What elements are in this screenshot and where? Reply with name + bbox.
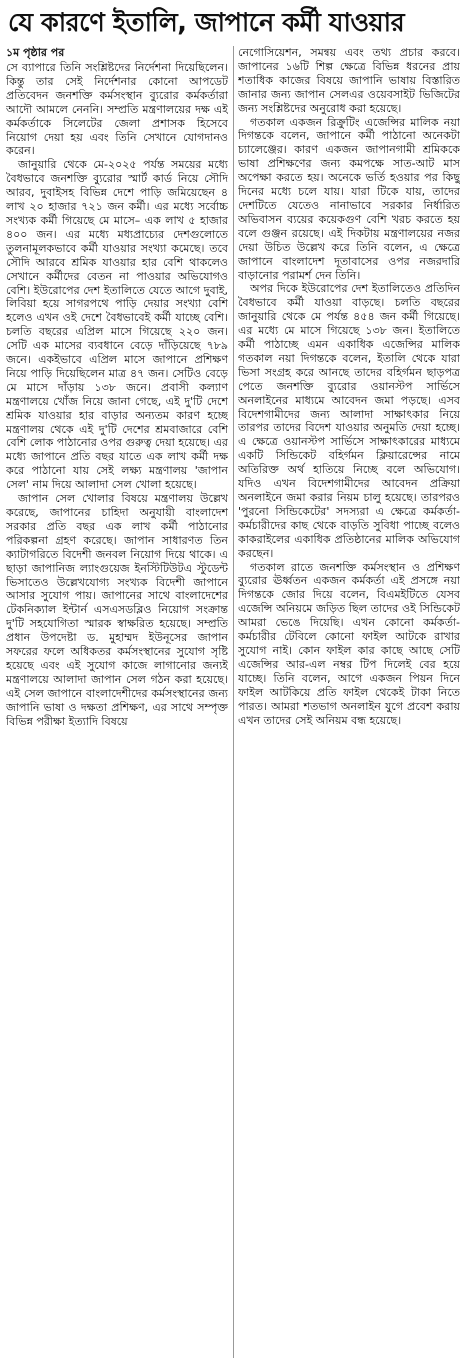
right-column (238, 46, 460, 1358)
paragraph: জানুয়ারি থেকে মে-২০২৫ পর্যন্ত সময়ের মধ্যে বৈধভাবে জনশক্তি ব্যুরোর স্মার্ট কার্ড নিয়ে সৌদি আরব, দুবাইসহ বিভিন্ন দেশে পাড়ি জমিয়েছেন ৪ লাখ ২০ হাজার ৭২১ জন কর্মী। এর মধ্যে সর্বোচ্চ সংখ্যক কর্মী গিয়েছে মে মাসে– এক লাখ ৫ হাজার ৪০০ জন। এর মধ্যে মধ্যপ্রাচ্যের দেশগুলোতে তুলনামূলকভাবে কর্মী যাওয়ার সংখ্যা কমেছে। তবে সৌদি আরবে শ্রমিক যাওয়ার হার বেশি থাকলেও সেখানে কর্মীদের বেতন না পাওয়ার অভিযোগও বেশি। ইউরোপের দেশ ইতালিতে যেতে আগে দুবাই, লিবিয়া হয়ে সাগরপথে পাড়ি দেয়ার সংখ্যা বেশি হলেও এখন ওই দেশে বৈধভাবেই কর্মী যাচ্ছে বেশি। চলতি বছরের এপ্রিল মাসে গিয়েছে ২২০ জন। সেটি এক মাসের ব্যবধানে বেড়ে দাঁড়িয়েছে ৭৮৯ জনে। একইভাবে এপ্রিল মাসে জাপানে প্রশিক্ষণ নিয়ে পাড়ি দিয়েছিলেন মাত্র ৪৭ জন। সেটিও বেড়ে মে মাসে দাঁড়ায় ১৩৮ জনে। প্রবাসী কল্যাণ মন্ত্রণালয়ে খোঁজ নিয়ে জানা গেছে, এই দু'টি দেশে শ্রমিক যাওয়ার হার বাড়ার অন্যতম কারণ হচ্ছে মন্ত্রণালয় থেকে এই দু'টি দেশের শ্রমবাজারে বেশি বেশি লোক পাঠানোর ওপর গুরুত্ব দেয়া হয়েছে। এর মধ্যে জাপানে প্রতি বছর যাতে এক লাখ কর্মী দক্ষ করে পাঠানো যায় সেই লক্ষ্য মন্ত্রণালয় 'জাপান সেল' নাম দিয়ে আলাদা সেল খোলা হয়েছে। (6, 158, 228, 492)
headline: যে কারণে ইতালি, জাপানে কর্মী যাওয়ার (8, 8, 405, 38)
paragraph: জাপান সেল খোলার বিষয়ে মন্ত্রণালয় উল্লেখ করেছে, জাপানের চাহিদা অনুযায়ী বাংলাদেশ সরকার প্রতি বছর এক লাখ কর্মী পাঠানোর পরিকল্পনা গ্রহণ করেছে। জাপান সাধারণত তিন ক্যাটাগরিতে বিদেশী জনবল নিয়োগ দিয়ে থাকে। এ ছাড়া জাপানিজ ল্যাংগুয়েজ ইনস্টিটিউটএ স্টুডেন্ট ভিসাতেও উল্লেখযোগ্য সংখ্যক বিদেশী জাপানে আসার সুযোগ পায়। জাপানের সাথে বাংলাদেশের টেকনিক্যাল ইন্টার্ন এসএসডব্লিও নিয়োগ সংক্রান্ত দু'টি সহযোগিতা স্মারক স্বাক্ষরিত হয়েছে। সম্প্রতি প্রধান উপদেষ্টা ড. মুহাম্মদ ইউনূসের জাপান সফরের ফলে অধিকতর কর্মসংস্থানের সুযোগ সৃষ্টি হয়েছে এবং এই সুযোগ কাজে লাগানোর জন্যই মন্ত্রণালয়ে আলাদা জাপান সেল গঠন করা হয়েছে। এই সেল জাপানে বাংলাদেশীদের কর্মসংস্থানের জন্য জাপানি ভাষা ও দক্ষতা প্রশিক্ষণ, এর সাথে সম্পৃক্ত বিভিন্ন পরীক্ষা ইত্যাদি বিষয়ে (6, 492, 228, 728)
paragraph: গতকাল রাতে জনশক্তি কর্মসংস্থান ও প্রশিক্ষণ ব্যুরোর ঊর্ধ্বতন একজন কর্মকর্তা এই প্রসঙ্গে নয়া দিগন্তকে জোর দিয়ে বলেন, বিএমইটিতে যেসব এজেন্সি অনিয়মে জড়িত ছিল তাদের ওই সিন্ডিকেট আমরা ভেঙে দিয়েছি। এখন কোনো কর্মকর্তা-কর্মচারীর টেবিলে কোনো ফাইল আটকে রাখার সুযোগ নাই। কোন ফাইল কার কাছে আছে সেটি এজেন্সির আর-এল নম্বর টিপ দিলেই বের হয়ে যাচ্ছে। তিনি বলেন, আগে একজন পিয়ন দিনে ফাইল আটকিয়ে প্রতি ফাইল থেকেই টাকা নিতে পারত। আমরা শতভাগ অনলাইন যুগে প্রবেশ করায় এখন তাদের সেই অনিয়ম বন্ধ হয়েছে। (238, 560, 460, 727)
paragraph: গতকাল একজন রিক্রুটিং এজেন্সির মালিক নয়া দিগন্তকে বলেন, জাপানে কর্মী পাঠানো অনেকটা চ্যালেঞ্জের। কারণ একজন জাপানগামী শ্রমিককে ভাষা প্রশিক্ষণের জন্য কমপক্ষে সাত-আট মাস অপেক্ষা করতে হয়। অনেকে ভর্তি হওয়ার পর কিছু দিনের মধ্যে চলে যায়। যারা টিকে যায়, তাদের দেশটিতে যেতেও নানাভাবে সরকার নির্ধারিত অভিবাসন ব্যয়ের কয়েকগুণ বেশি খরচ করতে হয় বলে গুঞ্জন রয়েছে। এই দিকটায় মন্ত্রণালয়ের নজর দেয়া উচিত উল্লেখ করে তিনি বলেন, এ ক্ষেত্রে জাপানে বাংলাদেশ দূতাবাসের ওপর নজরদারি বাড়ানোর পরামর্শ দেন তিনি। (238, 115, 460, 282)
paragraph: নেগোসিয়েশন, সমন্বয় এবং তথ্য প্রচার করবে। জাপানের ১৬টি শিল্প ক্ষেত্রে বিভিন্ন ধরনের প্রায় শতাধিক কাজের বিষয়ে জাপানি ভাষায় বিস্তারিত জানার জন্য জাপান সেলএর ওয়েবসাইট ভিজিটের জন্য সংশ্লিষ্টদের অনুরোধ করা হয়েছে। (238, 46, 460, 115)
left-column (6, 46, 228, 1358)
paragraph: অপর দিকে ইউরোপের দেশ ইতালিতেও প্রতিদিন বৈধভাবে কর্মী যাওয়া বাড়ছে। চলতি বছরের জানুয়ারি থেকে মে পর্যন্ত ৪৫৪ জন কর্মী গিয়েছে। এর মধ্যে মে মাসে গিয়েছে ১৩৮ জন। ইতালিতে কর্মী পাঠাচ্ছে এমন একাধিক এজেন্সির মালিক গতকাল নয়া দিগন্তকে বলেন, ইতালি থেকে যারা ভিসা সংগ্রহ করে আনছে তাদের বহির্গমন ছাড়পত্র পেতে জনশক্তি ব্যুরোর ওয়ানস্টপ সার্ভিসে অনলাইনের মাধ্যমে আবেদন জমা পড়ছে। এসব বিদেশগামীদের জন্য আলাদা সাক্ষাৎকার নিয়ে তারপর তাদের বিদেশ যাওয়ার অনুমতি দেয়া হচ্ছে। এ ক্ষেত্রে ওয়ানস্টপ সার্ভিসে সাক্ষাৎকারের মাধ্যমে একটি সিন্ডিকেট বহির্গমন ক্লিয়ারেন্সের নামে অতিরিক্ত অর্থ হাতিয়ে নিচ্ছে বলে অভিযোগ। যদিও এখন বিদেশগামীদের আবেদন প্রক্রিয়া অনলাইনে জমা করার নিয়ম চালু হয়েছে। তারপরও 'পুরনো সিন্ডিকেটের' সদস্যরা এ ক্ষেত্রে কর্মকর্তা-কর্মচারীদের কাছ থেকে বাড়তি সুবিধা পাচ্ছে বলেও কাকরাইলের একাধিক প্রতিষ্ঠানের মালিক অভিযোগ করছেন। (238, 282, 460, 560)
column-divider (233, 46, 234, 1358)
paragraph: সে ব্যাপারে তিনি সংশ্লিষ্টদের নির্দেশনা দিয়েছিলেন। কিন্তু তার সেই নির্দেশনার কোনো আপডেট প্রতিবেদন জনশক্তি কর্মসংস্থান ব্যুরোর কর্মকর্তারা আদৌ আমলে নেননি। সম্প্রতি মন্ত্রণালয়ের দক্ষ এই কর্মকর্তাকে সিলেটের জেলা প্রশাসক হিসেবে নিয়োগ দেয়া হয় এবং তিনি সেখানে যোগদানও করেন। (6, 61, 228, 158)
continuation-kicker: ১ম পৃষ্ঠার পর (6, 46, 65, 59)
article-columns (6, 46, 460, 1358)
